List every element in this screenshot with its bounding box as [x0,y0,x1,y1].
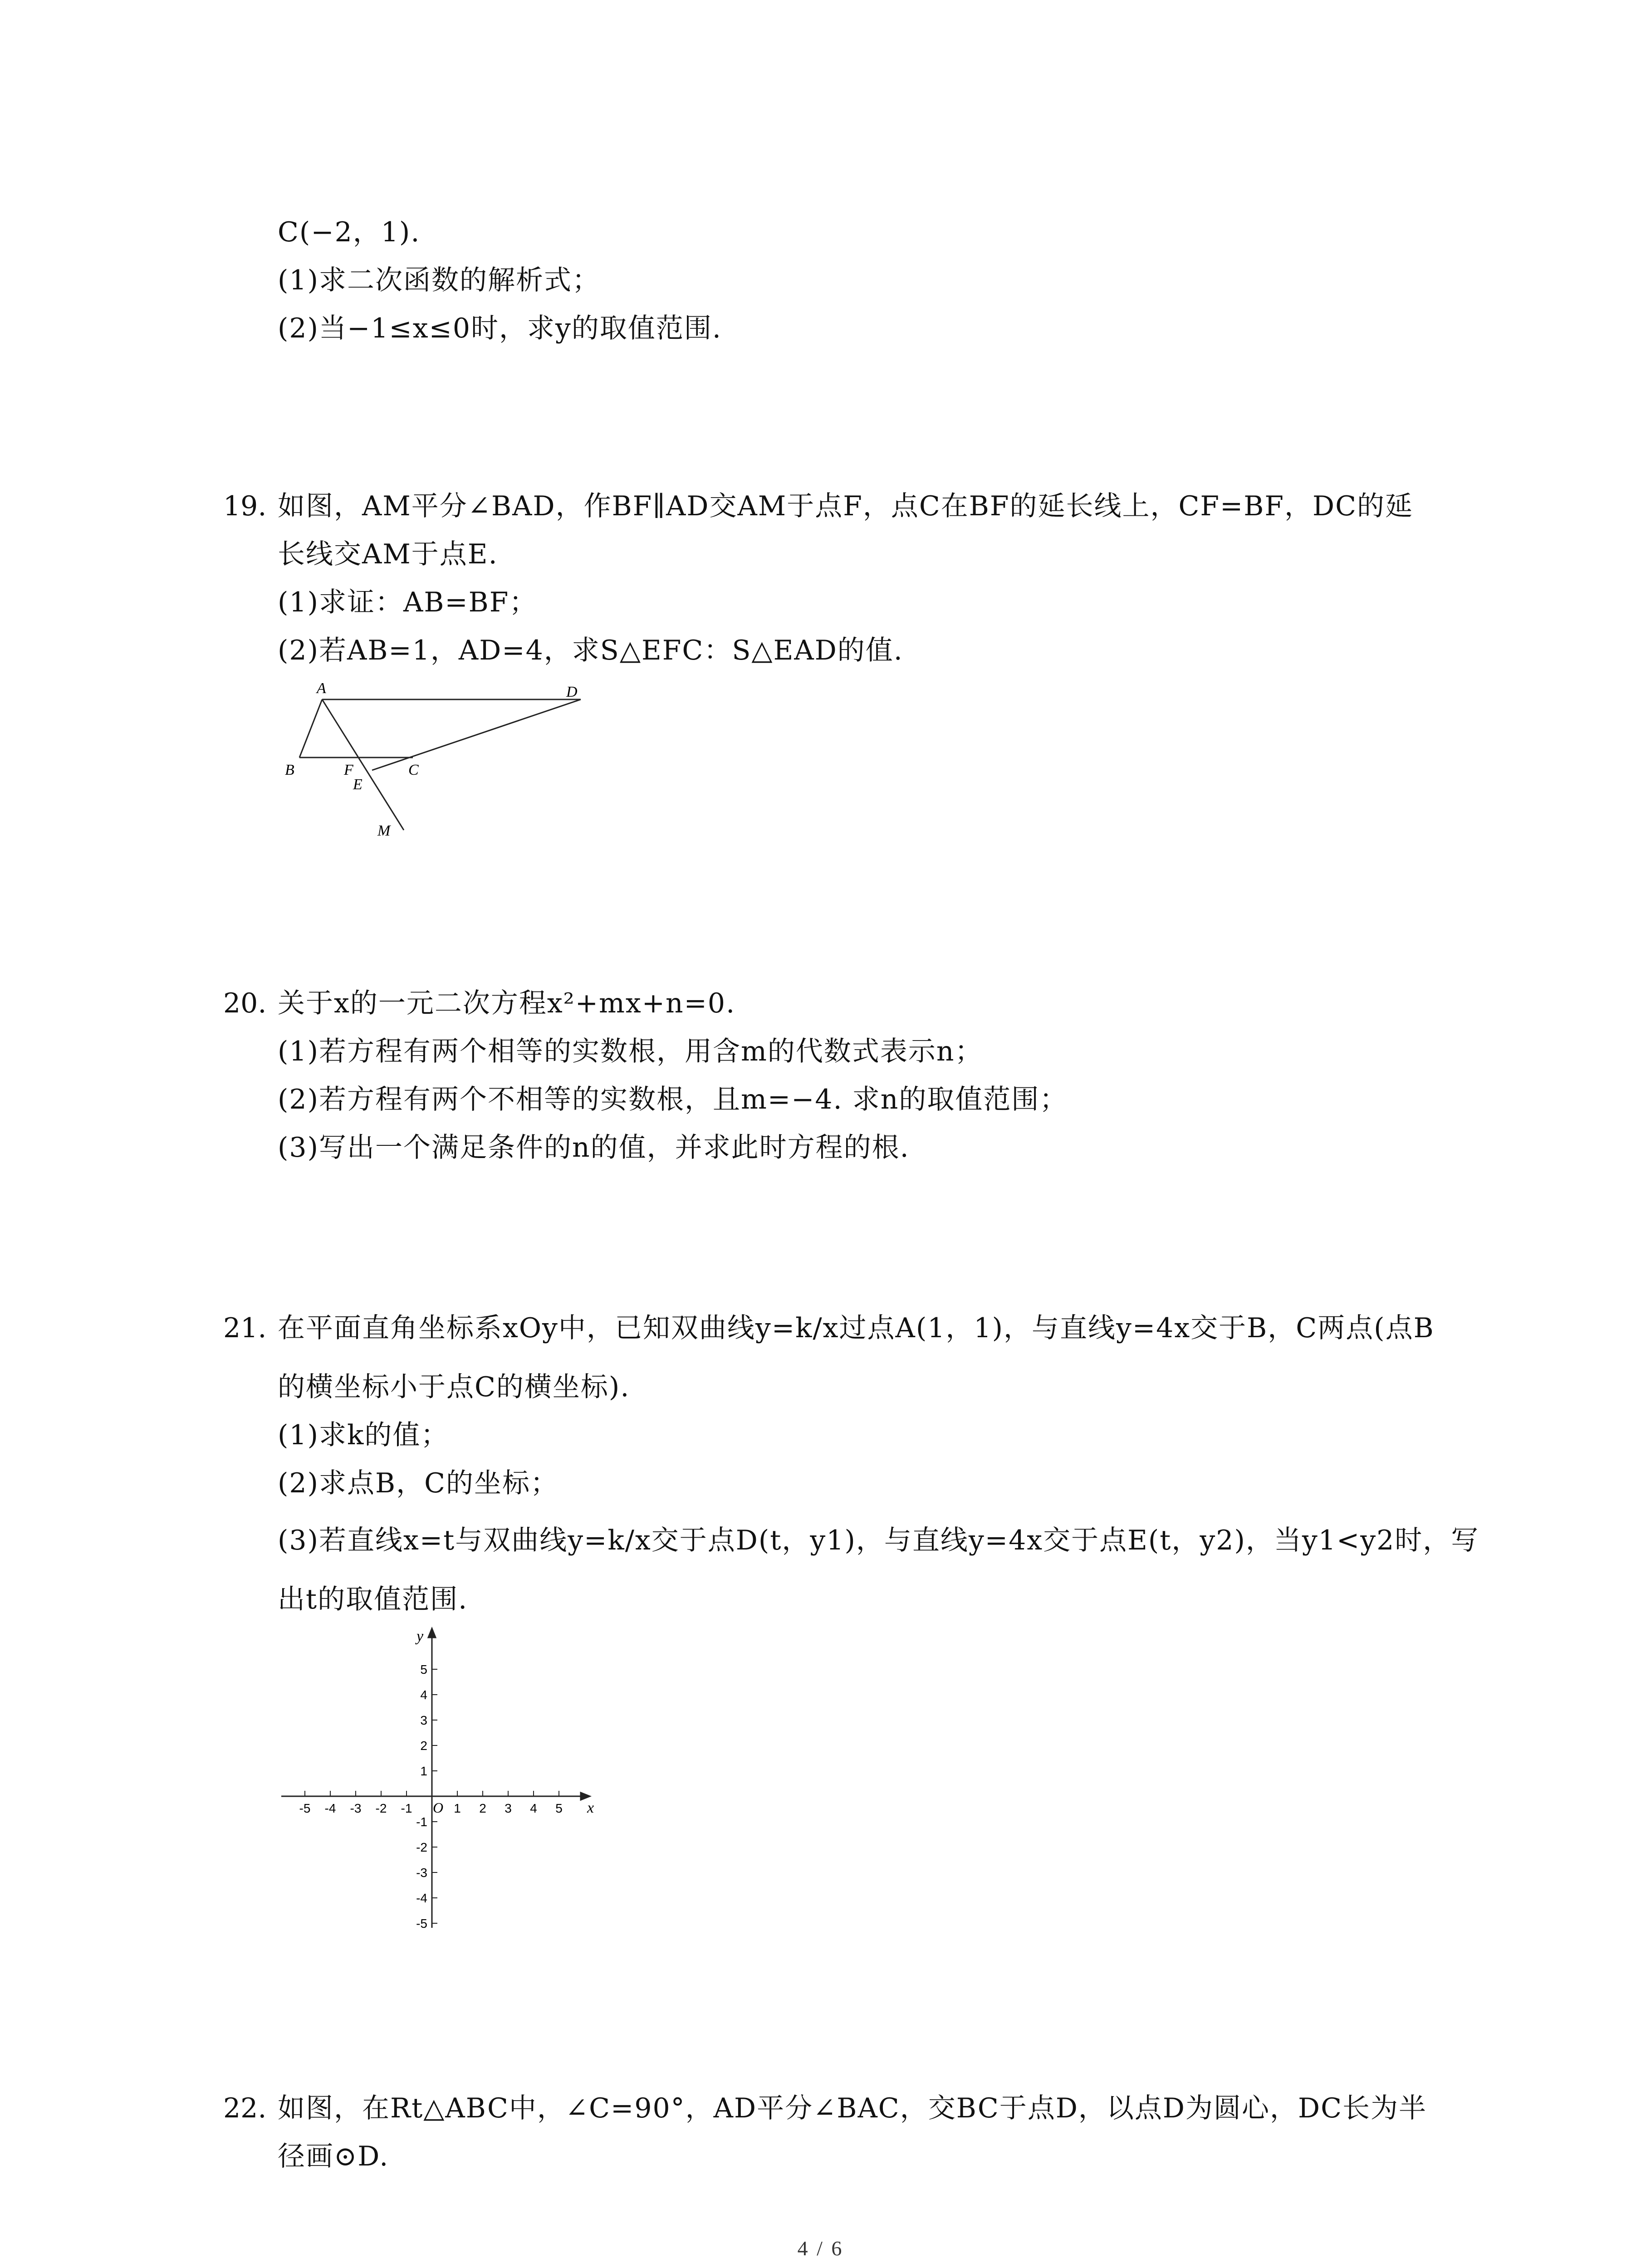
q19-line2: 长线交AM于点E. [278,538,498,570]
q19-part1: (1)求证：AB=BF； [278,587,538,618]
x-tick-label: -5 [299,1801,311,1815]
q19-number: 19. [223,490,267,522]
y-tick-label: -5 [416,1916,427,1931]
y-tick-label: 2 [420,1739,427,1753]
x-tick-label: 3 [505,1801,512,1815]
q18-part2: (2)当−1≤x≤0时，求y的取值范围. [278,313,722,344]
y-tick-label: 3 [420,1713,427,1727]
q18-continuation: C(−2，1). [278,216,421,248]
q21-part3-line1: (3)若直线x=t与双曲线y=k/x交于点D(t，y1)，与直线y=4x交于点E(t，y2)，当y1<y2时，写 [278,1525,1479,1556]
label-C: C [408,762,419,778]
q21-part2: (2)求点B，C的坐标； [278,1467,558,1499]
q20-part3: (3)写出一个满足条件的n的值，并求此时方程的根. [278,1132,910,1163]
x-tick-label: 2 [479,1801,486,1815]
q20-line1: 关于x的一元二次方程x²+mx+n=0. [278,987,736,1019]
y-tick-label: 1 [420,1764,427,1778]
label-D: D [566,684,578,700]
label-F: F [344,762,353,778]
y-axis-label: y [416,1628,424,1645]
x-tick-label: -4 [324,1801,336,1815]
q20-part2: (2)若方程有两个不相等的实数根，且m=−4. 求n的取值范围； [278,1084,1068,1115]
x-tick-label: 4 [530,1801,537,1815]
q19-geometry-figure [272,676,599,848]
x-tick-label: -3 [350,1801,362,1815]
label-E: E [353,776,362,793]
q22-number: 22. [223,2092,267,2124]
y-tick-label: 4 [420,1688,427,1702]
q21-line2: 的横坐标小于点C的横坐标). [278,1371,630,1403]
x-axis-label: x [587,1799,594,1816]
y-tick-label: -3 [416,1866,427,1880]
q20-number: 20. [223,987,267,1019]
x-tick-label: 5 [555,1801,563,1815]
q18-part1: (1)求二次函数的解析式； [278,264,600,296]
y-tick-label: -2 [416,1840,427,1854]
q21-part1: (1)求k的值； [278,1419,449,1451]
q22-line2: 径画⊙D. [278,2141,389,2172]
x-tick-label: 1 [454,1801,461,1815]
y-tick-label: -4 [416,1891,427,1905]
q22-line1: 如图，在Rt△ABC中，∠C=90°，AD平分∠BAC，交BC于点D，以点D为圆心，DC长为半 [278,2092,1427,2124]
y-tick-label: 5 [420,1662,427,1677]
y-tick-label: -1 [416,1815,427,1829]
q21-part3-line2: 出t的取值范围. [278,1584,468,1615]
origin-label: O [433,1799,444,1816]
q19-line1: 如图，AM平分∠BAD，作BF∥AD交AM于点F，点C在BF的延长线上，CF=BF，DC的延 [278,490,1414,522]
label-M: M [377,822,391,839]
label-A: A [317,680,326,697]
x-tick-label: -2 [375,1801,387,1815]
q21-coordinate-grid [272,1624,599,1941]
q19-part2: (2)若AB=1，AD=4，求S△EFC：S△EAD的值. [278,635,903,666]
x-tick-label: -1 [401,1801,412,1815]
q21-number: 21. [223,1312,267,1344]
label-B: B [285,762,294,778]
page-number: 4 / 6 [797,2237,844,2260]
q21-line1: 在平面直角坐标系xOy中，已知双曲线y=k/x过点A(1，1)，与直线y=4x交于B，C两点(点B [278,1312,1435,1344]
q20-part1: (1)若方程有两个相等的实数根，用含m的代数式表示n； [278,1036,983,1067]
